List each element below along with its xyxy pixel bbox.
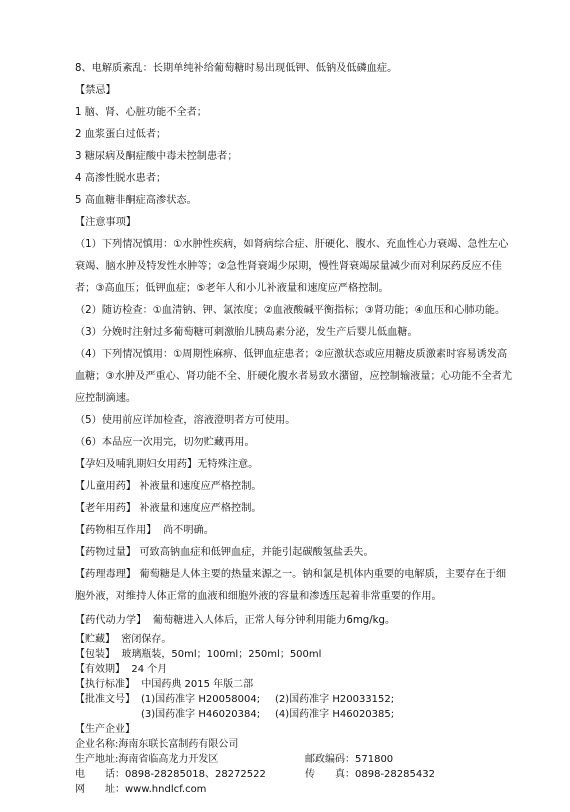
geriatric-section [75, 498, 515, 520]
precaution-paragraph: （5）使用前应详加检查，溶液澄明者方可使用。 [75, 415, 296, 426]
precaution-paragraph: （1）下列情况慎用：①水肿性疾病，如肾病综合症、肝硬化、腹水、充血性心力衰竭、急性左心衰竭、脑水肿及特发性水肿等；②急性肾衰竭少尿期，慢性肾衰竭尿量减少而对利尿药反应不佳者；③高血压；低钾血症；⑤老年人和小儿补液量和速度应严格控制。 [75, 239, 509, 294]
address-label: 生产地址: [75, 754, 119, 765]
pediatric-section [75, 476, 515, 498]
address-value: 海南省临高龙力开发区 [118, 754, 219, 765]
approval-item: (2)国药准字 H20033152; [275, 694, 395, 705]
contraindication-item: 2 血浆蛋白过低者； [75, 129, 167, 140]
contraindication-item: 4 高渗性脱水患者； [75, 173, 167, 184]
contraindications-header: 【禁忌】 [75, 85, 116, 96]
intro-item: 8、电解质紊乱：长期单纯补给葡萄糖时易出现低钾、低钠及低磷血症。 [75, 63, 398, 74]
section-text: 补液量和速度应严格控制。 [139, 503, 262, 514]
section-header: 【药物过量】 [75, 547, 137, 558]
packaging-section [75, 647, 515, 662]
pregnancy-section [75, 454, 515, 476]
overdose-section [75, 542, 515, 564]
approval-section-row2 [75, 707, 515, 722]
postcode-value: 571800 [355, 754, 394, 765]
phone-row [75, 767, 515, 782]
storage-section [75, 632, 515, 647]
company-name: 海南东联长富制药有限公司 [118, 739, 239, 750]
precaution-paragraph: （2）随访检查：①血清钠、钾、氯浓度；②血液酸碱平衡指标；③肾功能；④血压和心肺功能。 [75, 305, 506, 316]
contraindication-item: 5 高血糖非酮症高渗状态。 [75, 195, 197, 206]
manufacturer-header: 【生产企业】 [75, 724, 135, 735]
section-header: 【包装】 [75, 649, 115, 660]
section-text: 无特殊注意。 [197, 459, 259, 470]
contraindication-item: 1 脑、肾、心脏功能不全者； [75, 107, 207, 118]
website-label: 网 址： [75, 784, 125, 795]
fax-value: 0898-28285432 [355, 769, 435, 780]
section-header: 【药代动力学】 [75, 615, 147, 626]
precautions-header: 【注意事项】 [75, 217, 137, 228]
postcode-label: 邮政编码： [305, 754, 355, 765]
section-text: 玻璃瓶装，50ml；100ml；250ml；500ml [121, 649, 322, 660]
website-row [75, 782, 515, 797]
section-header: 【批准文号】 [75, 694, 135, 705]
company-label: 企业名称: [75, 739, 119, 750]
contraindication-item: 3 糖尿病及酮症酸中毒未控制患者； [75, 151, 238, 162]
standard-section [75, 677, 515, 692]
approval-item: (1)国药准字 H20058004; [141, 694, 261, 705]
precaution-paragraph: （4）下列情况慎用：①周期性麻痹、低钾血症患者；②应激状态或应用糖皮质激素时容易诱发高血糖；③水肿及严重心、肾功能不全、肝硬化腹水者易致水潴留，应控制输液量；心功能不全者尤应控制滴速。 [75, 349, 513, 404]
phone-value: 0898-28285018、28272522 [125, 769, 266, 780]
section-text: 可致高钠血症和低钾血症，并能引起碳酸氢盐丢失。 [139, 547, 374, 558]
validity-section [75, 662, 515, 677]
approval-item: (3)国药准字 H46020384; [141, 709, 261, 720]
section-header: 【贮藏】 [75, 634, 115, 645]
website-link[interactable]: www.hndlcf.com [125, 784, 207, 795]
section-text: 密闭保存。 [121, 634, 172, 645]
section-text: 尚不明确。 [162, 525, 214, 536]
pharmacology-section [75, 564, 515, 608]
section-text: 葡萄糖进入人体后，正常人每分钟利用能力6mg/kg。 [152, 615, 396, 626]
section-header: 【儿童用药】 [75, 481, 137, 492]
section-text: 中国药典 2015 年版二部 [141, 679, 254, 690]
section-header: 【执行标准】 [75, 679, 135, 690]
approval-item: (4)国药准字 H46020385; [275, 709, 395, 720]
section-header: 【药物相互作用】 [75, 525, 157, 536]
precaution-paragraph: （6）本品应一次用完，切勿贮藏再用。 [75, 437, 255, 448]
precaution-paragraph: （3）分娩时注射过多葡萄糖可刺激胎儿胰岛素分泌，发生产后婴儿低血糖。 [75, 327, 418, 338]
section-header: 【有效期】 [75, 664, 125, 675]
section-text: 24 个月 [131, 664, 168, 675]
fax-label: 传 真： [305, 769, 355, 780]
section-text: 补液量和速度应严格控制。 [139, 481, 262, 492]
section-header: 【药理毒理】 [75, 569, 137, 580]
document-page [75, 58, 515, 797]
section-text: 葡萄糖是人体主要的热量来源之一。钠和氯是机体内重要的电解质，主要存在于细胞外液，对维持人体正常的血液和细胞外液的容量和渗透压起着非常重要的作用。 [75, 569, 507, 602]
interactions-section [75, 520, 515, 542]
pharmacokinetics-section [75, 610, 515, 632]
company-row [75, 737, 515, 752]
section-header: 【老年用药】 [75, 503, 137, 514]
approval-section [75, 692, 515, 707]
section-header: 【孕妇及哺乳期妇女用药】 [75, 459, 198, 470]
address-row [75, 752, 515, 767]
phone-label: 电 话： [75, 769, 125, 780]
